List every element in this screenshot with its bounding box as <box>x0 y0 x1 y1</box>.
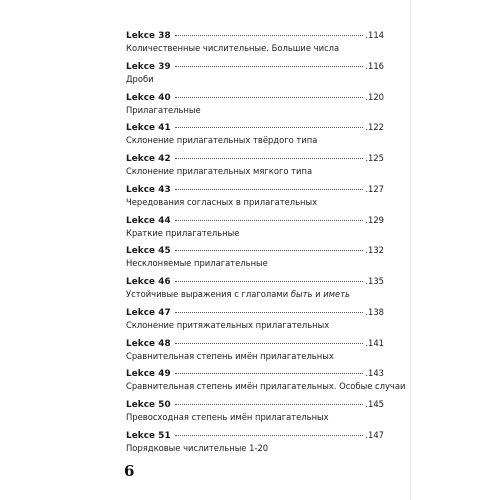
lesson-title: Склонение притяжательных прилагательных <box>126 319 330 330</box>
toc-entry-header <box>126 120 384 134</box>
lesson-label: Lekce 47 <box>126 307 171 318</box>
lesson-title: Несклоняемые прилагательные <box>126 258 268 269</box>
lesson-title-emphasis-1: быть <box>290 289 313 299</box>
toc-entry-lekce-50[interactable] <box>126 397 384 428</box>
dot-leader <box>175 435 364 436</box>
dot-leader <box>175 97 364 98</box>
page-ref: .145 <box>365 399 384 409</box>
lesson-title: Дроби <box>126 73 154 84</box>
lesson-title-start: Устойчивые выражения с глаголами <box>126 289 291 299</box>
lesson-title-middle: и <box>312 289 324 299</box>
lesson-label: Lekce 38 <box>126 31 171 41</box>
toc-entry-header <box>126 397 384 411</box>
page-ref: .138 <box>365 306 384 317</box>
toc-entry-lekce-48[interactable] <box>126 336 384 367</box>
toc-entry-header <box>126 28 384 42</box>
page-ref: .129 <box>365 214 384 225</box>
toc-entry-header <box>126 182 384 196</box>
lesson-title-emphasis-2: иметь <box>323 289 350 299</box>
dot-leader <box>175 158 364 159</box>
page-ref: .143 <box>365 368 384 379</box>
dot-leader <box>175 250 364 251</box>
toc-entry-lekce-45[interactable] <box>126 243 384 274</box>
toc-entry-header <box>126 366 384 380</box>
page-ref: .122 <box>365 122 384 133</box>
lesson-title: Сравнительная степень имён прилагательных <box>126 350 334 361</box>
toc-entry-header <box>126 90 384 104</box>
lesson-title: Количественные числительные. Большие числа <box>126 43 340 53</box>
toc-entry-lekce-40[interactable] <box>126 90 384 121</box>
page-ref: .135 <box>365 276 384 286</box>
page-ref: .125 <box>365 153 384 163</box>
lesson-label: Lekce 50 <box>126 400 171 410</box>
toc-entry-header <box>126 151 384 165</box>
lesson-title: Превосходная степень имён прилагательных <box>126 412 329 422</box>
lesson-title <box>126 288 384 300</box>
lesson-label: Lekce 51 <box>126 430 171 441</box>
lesson-label: Lekce 40 <box>126 92 171 103</box>
page-ref: .132 <box>365 245 384 256</box>
toc-entry-lekce-42[interactable] <box>126 151 384 182</box>
page-ref: .120 <box>365 91 384 102</box>
lesson-label: Lekce 44 <box>126 215 171 226</box>
toc-entry-header <box>126 336 384 350</box>
page-ref: .116 <box>365 60 384 71</box>
toc-entry-header <box>126 243 384 257</box>
lesson-label: Lekce 42 <box>126 154 171 164</box>
toc-entry-lekce-47[interactable] <box>126 305 384 336</box>
dot-leader <box>175 373 364 374</box>
page-ref: .127 <box>365 183 384 194</box>
lesson-title: Порядковые числительные 1-20 <box>126 442 269 453</box>
page-ref: .114 <box>365 30 384 40</box>
toc-entry-lekce-51[interactable] <box>126 428 384 459</box>
lesson-label: Lekce 48 <box>126 338 171 349</box>
lesson-label: Lekce 43 <box>126 184 171 195</box>
lesson-title: Склонение прилагательных мягкого типа <box>126 166 313 176</box>
toc-entry-lekce-46[interactable] <box>126 274 384 305</box>
dot-leader <box>175 343 364 344</box>
lesson-label: Lekce 39 <box>126 61 171 72</box>
dot-leader <box>175 127 364 128</box>
page-edge-divider <box>410 0 411 500</box>
toc-entry-header <box>126 305 384 319</box>
lesson-title: Сравнительная степень имён прилагательных. Особые случаи <box>126 381 406 392</box>
lesson-title: Прилагательные <box>126 104 201 115</box>
toc-entry-lekce-49[interactable] <box>126 366 406 397</box>
dot-leader <box>175 66 364 67</box>
lesson-label: Lekce 41 <box>126 123 171 134</box>
dot-leader <box>175 312 364 313</box>
table-of-contents <box>126 28 406 459</box>
lesson-label: Lekce 46 <box>126 277 171 287</box>
lesson-title: Склонение прилагательных твёрдого типа <box>126 135 318 146</box>
toc-entry-lekce-39[interactable] <box>126 59 384 90</box>
toc-entry-header <box>126 274 384 288</box>
page-ref: .141 <box>365 337 384 348</box>
toc-entry-header <box>126 213 384 227</box>
toc-entry-header <box>126 428 384 442</box>
dot-leader <box>175 189 364 190</box>
lesson-title: Краткие прилагательные <box>126 227 240 238</box>
dot-leader <box>175 404 364 405</box>
dot-leader <box>175 281 364 282</box>
lesson-label: Lekce 49 <box>126 369 171 380</box>
toc-entry-lekce-38[interactable] <box>126 28 384 59</box>
dot-leader <box>175 220 364 221</box>
lesson-label: Lekce 45 <box>126 246 171 257</box>
page-ref: .147 <box>365 429 384 440</box>
toc-entry-header <box>126 59 384 73</box>
page-number: 6 <box>124 462 135 480</box>
dot-leader <box>175 35 364 36</box>
toc-entry-lekce-44[interactable] <box>126 213 384 244</box>
lesson-title: Чередования согласных в прилагательных <box>126 196 318 207</box>
toc-entry-lekce-43[interactable] <box>126 182 384 213</box>
toc-entry-lekce-41[interactable] <box>126 120 384 151</box>
